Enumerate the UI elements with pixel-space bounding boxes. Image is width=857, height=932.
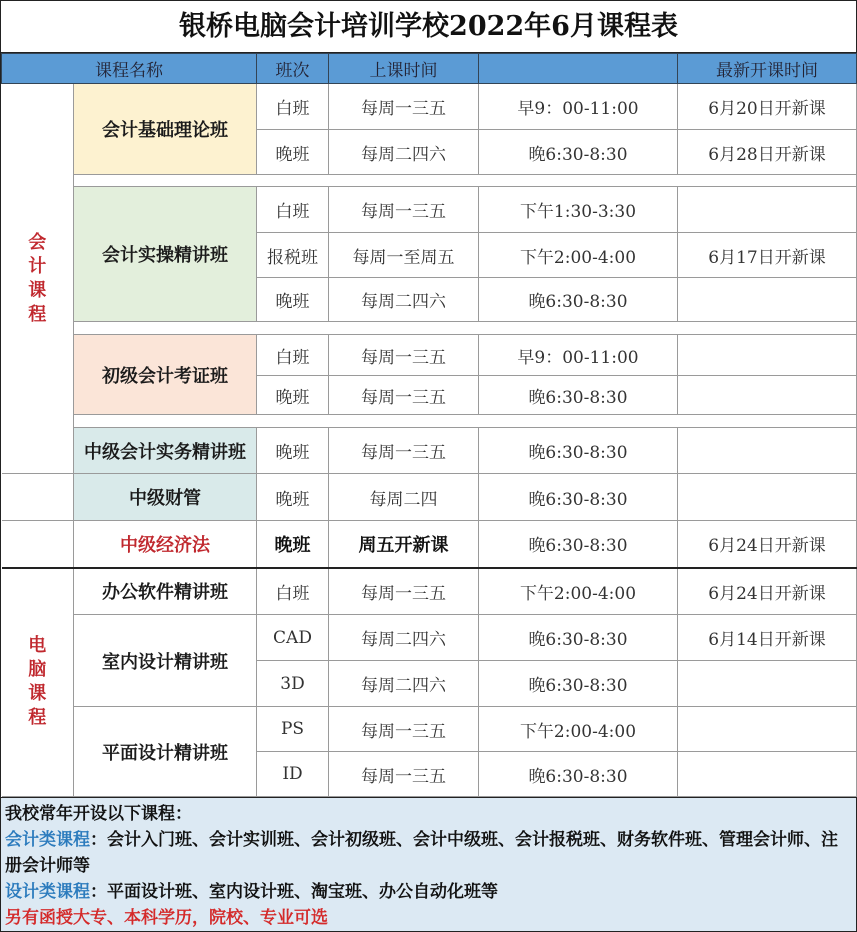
days-cell: 每周一至周五: [329, 233, 479, 278]
footer-accounting: [5, 827, 852, 879]
course-name: 会计实操精讲班: [74, 187, 257, 322]
header-days: 上课时间: [329, 54, 479, 84]
design-list: ：平面设计班、室内设计班、淘宝班、办公自动化班等: [90, 882, 498, 902]
spacer-cell: [74, 322, 857, 335]
time-cell: 下午2:00-4:00: [479, 568, 678, 615]
course-name: 初级会计考证班: [74, 335, 257, 415]
days-cell: 周五开新课: [329, 521, 479, 568]
time-cell: 早9：00-11:00: [479, 84, 678, 130]
course-name: 平面设计精讲班: [74, 707, 257, 797]
footer-intro: 我校常年开设以下课程：: [5, 804, 192, 824]
class-cell: PS: [257, 707, 329, 752]
time-cell: 晚6:30-8:30: [479, 376, 678, 415]
class-cell: 晚班: [257, 376, 329, 415]
days-cell: 每周一三五: [329, 335, 479, 376]
days-cell: 每周一三五: [329, 187, 479, 233]
table-row: [2, 474, 857, 521]
table-row: [2, 707, 857, 752]
class-cell: 白班: [257, 335, 329, 376]
table-row: [2, 84, 857, 130]
time-cell: 下午1:30-3:30: [479, 187, 678, 233]
time-cell: 晚6:30-8:30: [479, 278, 678, 322]
start-date-cell: 6月17日开新课: [678, 233, 857, 278]
start-date-cell: [678, 278, 857, 322]
class-cell: 白班: [257, 187, 329, 233]
table-row: [2, 521, 857, 568]
course-name: 办公软件精讲班: [74, 568, 257, 615]
class-cell: CAD: [257, 615, 329, 661]
spacer-cell: [74, 175, 857, 187]
time-cell: 晚6:30-8:30: [479, 130, 678, 175]
course-name: 中级财管: [74, 474, 257, 521]
start-date-cell: [678, 187, 857, 233]
category-label: 会计课程: [28, 231, 47, 325]
days-cell: 每周二四六: [329, 130, 479, 175]
time-cell: 早9：00-11:00: [479, 335, 678, 376]
start-date-cell: [678, 474, 857, 521]
days-cell: 每周一三五: [329, 707, 479, 752]
course-name: 会计基础理论班: [74, 84, 257, 175]
class-cell: 晚班: [257, 474, 329, 521]
class-cell: 晚班: [257, 521, 329, 568]
days-cell: 每周一三五: [329, 376, 479, 415]
table-row: [2, 187, 857, 233]
start-date-cell: [678, 661, 857, 707]
start-date-cell: 6月14日开新课: [678, 615, 857, 661]
footer-notes: [1, 797, 856, 931]
spacer-row: [2, 175, 857, 187]
days-cell: 每周二四六: [329, 278, 479, 322]
table-row: [2, 615, 857, 661]
time-cell: 晚6:30-8:30: [479, 521, 678, 568]
start-date-cell: [678, 335, 857, 376]
start-date-cell: 6月24日开新课: [678, 568, 857, 615]
time-cell: 下午2:00-4:00: [479, 707, 678, 752]
class-cell: 晚班: [257, 428, 329, 474]
start-date-cell: [678, 428, 857, 474]
table-header: [2, 54, 857, 84]
start-date-cell: [678, 752, 857, 797]
start-date-cell: 6月28日开新课: [678, 130, 857, 175]
time-cell: 晚6:30-8:30: [479, 615, 678, 661]
days-cell: 每周一三五: [329, 84, 479, 130]
category-cell: [2, 474, 74, 521]
time-cell: 晚6:30-8:30: [479, 474, 678, 521]
time-cell: 晚6:30-8:30: [479, 428, 678, 474]
days-cell: 每周二四: [329, 474, 479, 521]
class-cell: 晚班: [257, 278, 329, 322]
design-label: 设计类课程: [5, 882, 90, 902]
days-cell: 每周一三五: [329, 428, 479, 474]
footer-note: 另有函授大专、本科学历，院校、专业可选: [5, 908, 328, 928]
days-cell: 每周二四六: [329, 661, 479, 707]
start-date-cell: 6月20日开新课: [678, 84, 857, 130]
class-cell: 晚班: [257, 130, 329, 175]
spacer-cell: [74, 415, 857, 428]
time-cell: 晚6:30-8:30: [479, 752, 678, 797]
table-row: [2, 568, 857, 615]
header-time: [479, 54, 678, 84]
category-cell: [2, 521, 74, 568]
spacer-row: [2, 415, 857, 428]
footer-design: [5, 879, 852, 905]
schedule-table: [1, 53, 857, 797]
page-title: 银桥电脑会计培训学校2022年6月课程表: [1, 1, 856, 53]
time-cell: 下午2:00-4:00: [479, 233, 678, 278]
spacer-row: [2, 322, 857, 335]
class-cell: 白班: [257, 568, 329, 615]
accounting-label: 会计类课程: [5, 830, 90, 850]
time-cell: 晚6:30-8:30: [479, 661, 678, 707]
category-cell: [2, 568, 74, 797]
table-row: [2, 428, 857, 474]
category-cell: [2, 84, 74, 474]
days-cell: 每周二四六: [329, 615, 479, 661]
category-label: 电脑课程: [28, 635, 47, 729]
class-cell: 3D: [257, 661, 329, 707]
header-course: 课程名称: [2, 54, 257, 84]
start-date-cell: 6月24日开新课: [678, 521, 857, 568]
accounting-list: ：会计入门班、会计实训班、会计初级班、会计中级班、会计报税班、财务软件班、管理会计师、注册会计师等: [5, 830, 838, 876]
course-name: 中级经济法: [74, 521, 257, 568]
table-row: [2, 335, 857, 376]
course-name: 室内设计精讲班: [74, 615, 257, 707]
days-cell: 每周一三五: [329, 568, 479, 615]
class-cell: 报税班: [257, 233, 329, 278]
start-date-cell: [678, 376, 857, 415]
start-date-cell: [678, 707, 857, 752]
class-cell: 白班: [257, 84, 329, 130]
days-cell: 每周一三五: [329, 752, 479, 797]
header-start: 最新开课时间: [678, 54, 857, 84]
class-cell: ID: [257, 752, 329, 797]
header-class: 班次: [257, 54, 329, 84]
course-name: 中级会计实务精讲班: [74, 428, 257, 474]
